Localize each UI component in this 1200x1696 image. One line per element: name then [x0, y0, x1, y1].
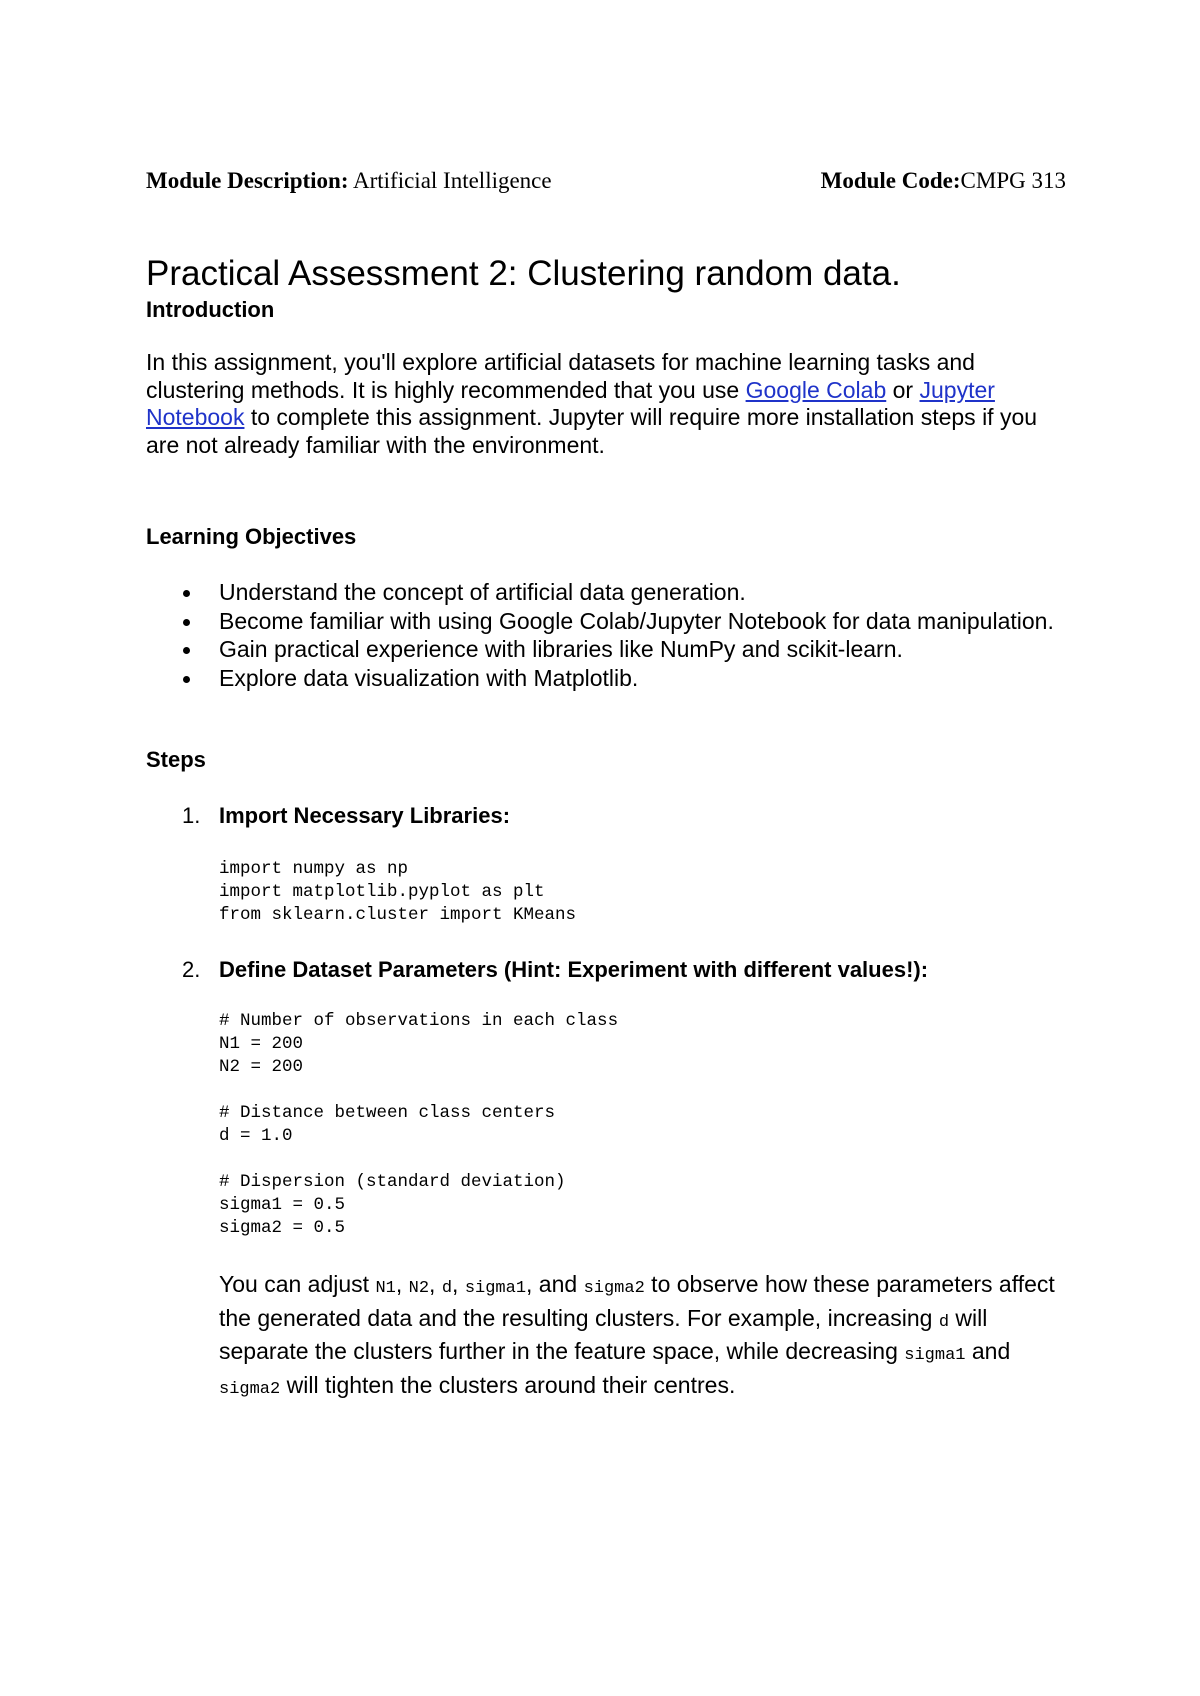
list-item-text: Gain practical experience with libraries like NumPy and scikit-learn.	[219, 636, 903, 662]
list-item	[146, 578, 1066, 607]
introduction-paragraph	[146, 349, 1066, 459]
note-text: You can adjust	[219, 1271, 376, 1297]
list-item-text: Understand the concept of artificial data generation.	[219, 579, 746, 605]
learning-objectives-heading: Learning Objectives	[146, 524, 357, 549]
note-text: ,	[429, 1271, 442, 1297]
inline-code: N2	[408, 1279, 430, 1298]
note-text: ,	[395, 1271, 409, 1297]
note-text: will tighten the clusters around their centres.	[280, 1371, 736, 1398]
code-block-parameters: # Number of observations in each class N1 = 200 N2 = 200 # Distance between class centers d = 1.0 # Dispersion (standard deviation) sigma1 = 0.5 sigma2 = 0.5	[219, 1011, 619, 1238]
inline-code: d	[938, 1312, 950, 1332]
step-number: 2.	[182, 957, 201, 982]
list-item-text: Become familiar with using Google Colab/Jupyter Notebook for data manipulation.	[219, 607, 1054, 634]
note-text: and	[965, 1338, 1011, 1364]
introduction-heading: Introduction	[146, 297, 275, 322]
introduction-text-or: or	[886, 376, 920, 403]
module-description-label: Module Description:	[146, 168, 349, 193]
inline-code: N1	[375, 1279, 396, 1298]
step-label: Import Necessary Libraries:	[219, 803, 511, 828]
inline-code: sigma1	[904, 1346, 966, 1365]
note-text: to observe how these parameters affect the generated data and the resulting clusters. For example, increasing	[219, 1271, 1055, 1331]
step-number: 1.	[182, 803, 201, 828]
module-code-value: CMPG 313	[960, 168, 1066, 193]
code-block-imports: import numpy as np import matplotlib.pyplot as plt from sklearn.cluster import KMeans	[219, 859, 577, 925]
list-item	[146, 664, 1066, 693]
module-code	[821, 166, 1066, 196]
list-item	[146, 607, 1066, 636]
note-text: ,	[452, 1271, 465, 1297]
learning-objectives-list	[146, 578, 1066, 692]
list-item-text: Explore data visualization with Matplotlib.	[219, 664, 639, 691]
introduction-text-1: In this assignment, you'll explore artificial datasets for machine learning tasks and clustering methods. It is highly recommended that you use	[146, 349, 975, 403]
google-colab-link[interactable]: Google Colab	[745, 376, 887, 403]
module-description	[146, 166, 552, 196]
bullet-icon	[183, 619, 190, 626]
inline-code: d	[441, 1279, 453, 1298]
list-item	[146, 635, 1066, 664]
note-text: , and	[526, 1271, 584, 1297]
parameters-note	[219, 1270, 1069, 1404]
module-description-value: Artificial Intelligence	[353, 168, 552, 193]
jupyter-notebook-link[interactable]: Jupyter Notebook	[146, 376, 995, 430]
step-label: Define Dataset Parameters (Hint: Experiment with different values!):	[219, 957, 929, 982]
note-text: will separate the clusters further in the feature space, while decreasing	[219, 1304, 988, 1364]
inline-code: sigma2	[219, 1379, 281, 1399]
inline-code: sigma2	[583, 1279, 645, 1298]
bullet-icon	[183, 590, 190, 597]
bullet-icon	[183, 676, 190, 683]
module-code-label: Module Code:	[820, 168, 961, 193]
bullet-icon	[183, 647, 190, 654]
steps-heading: Steps	[146, 747, 206, 772]
introduction-text-2: to complete this assignment. Jupyter will require more installation steps if you are not already familiar with the environment.	[146, 404, 1038, 458]
inline-code: sigma1	[464, 1279, 527, 1298]
page-title: Practical Assessment 2: Clustering random data.	[146, 254, 901, 293]
